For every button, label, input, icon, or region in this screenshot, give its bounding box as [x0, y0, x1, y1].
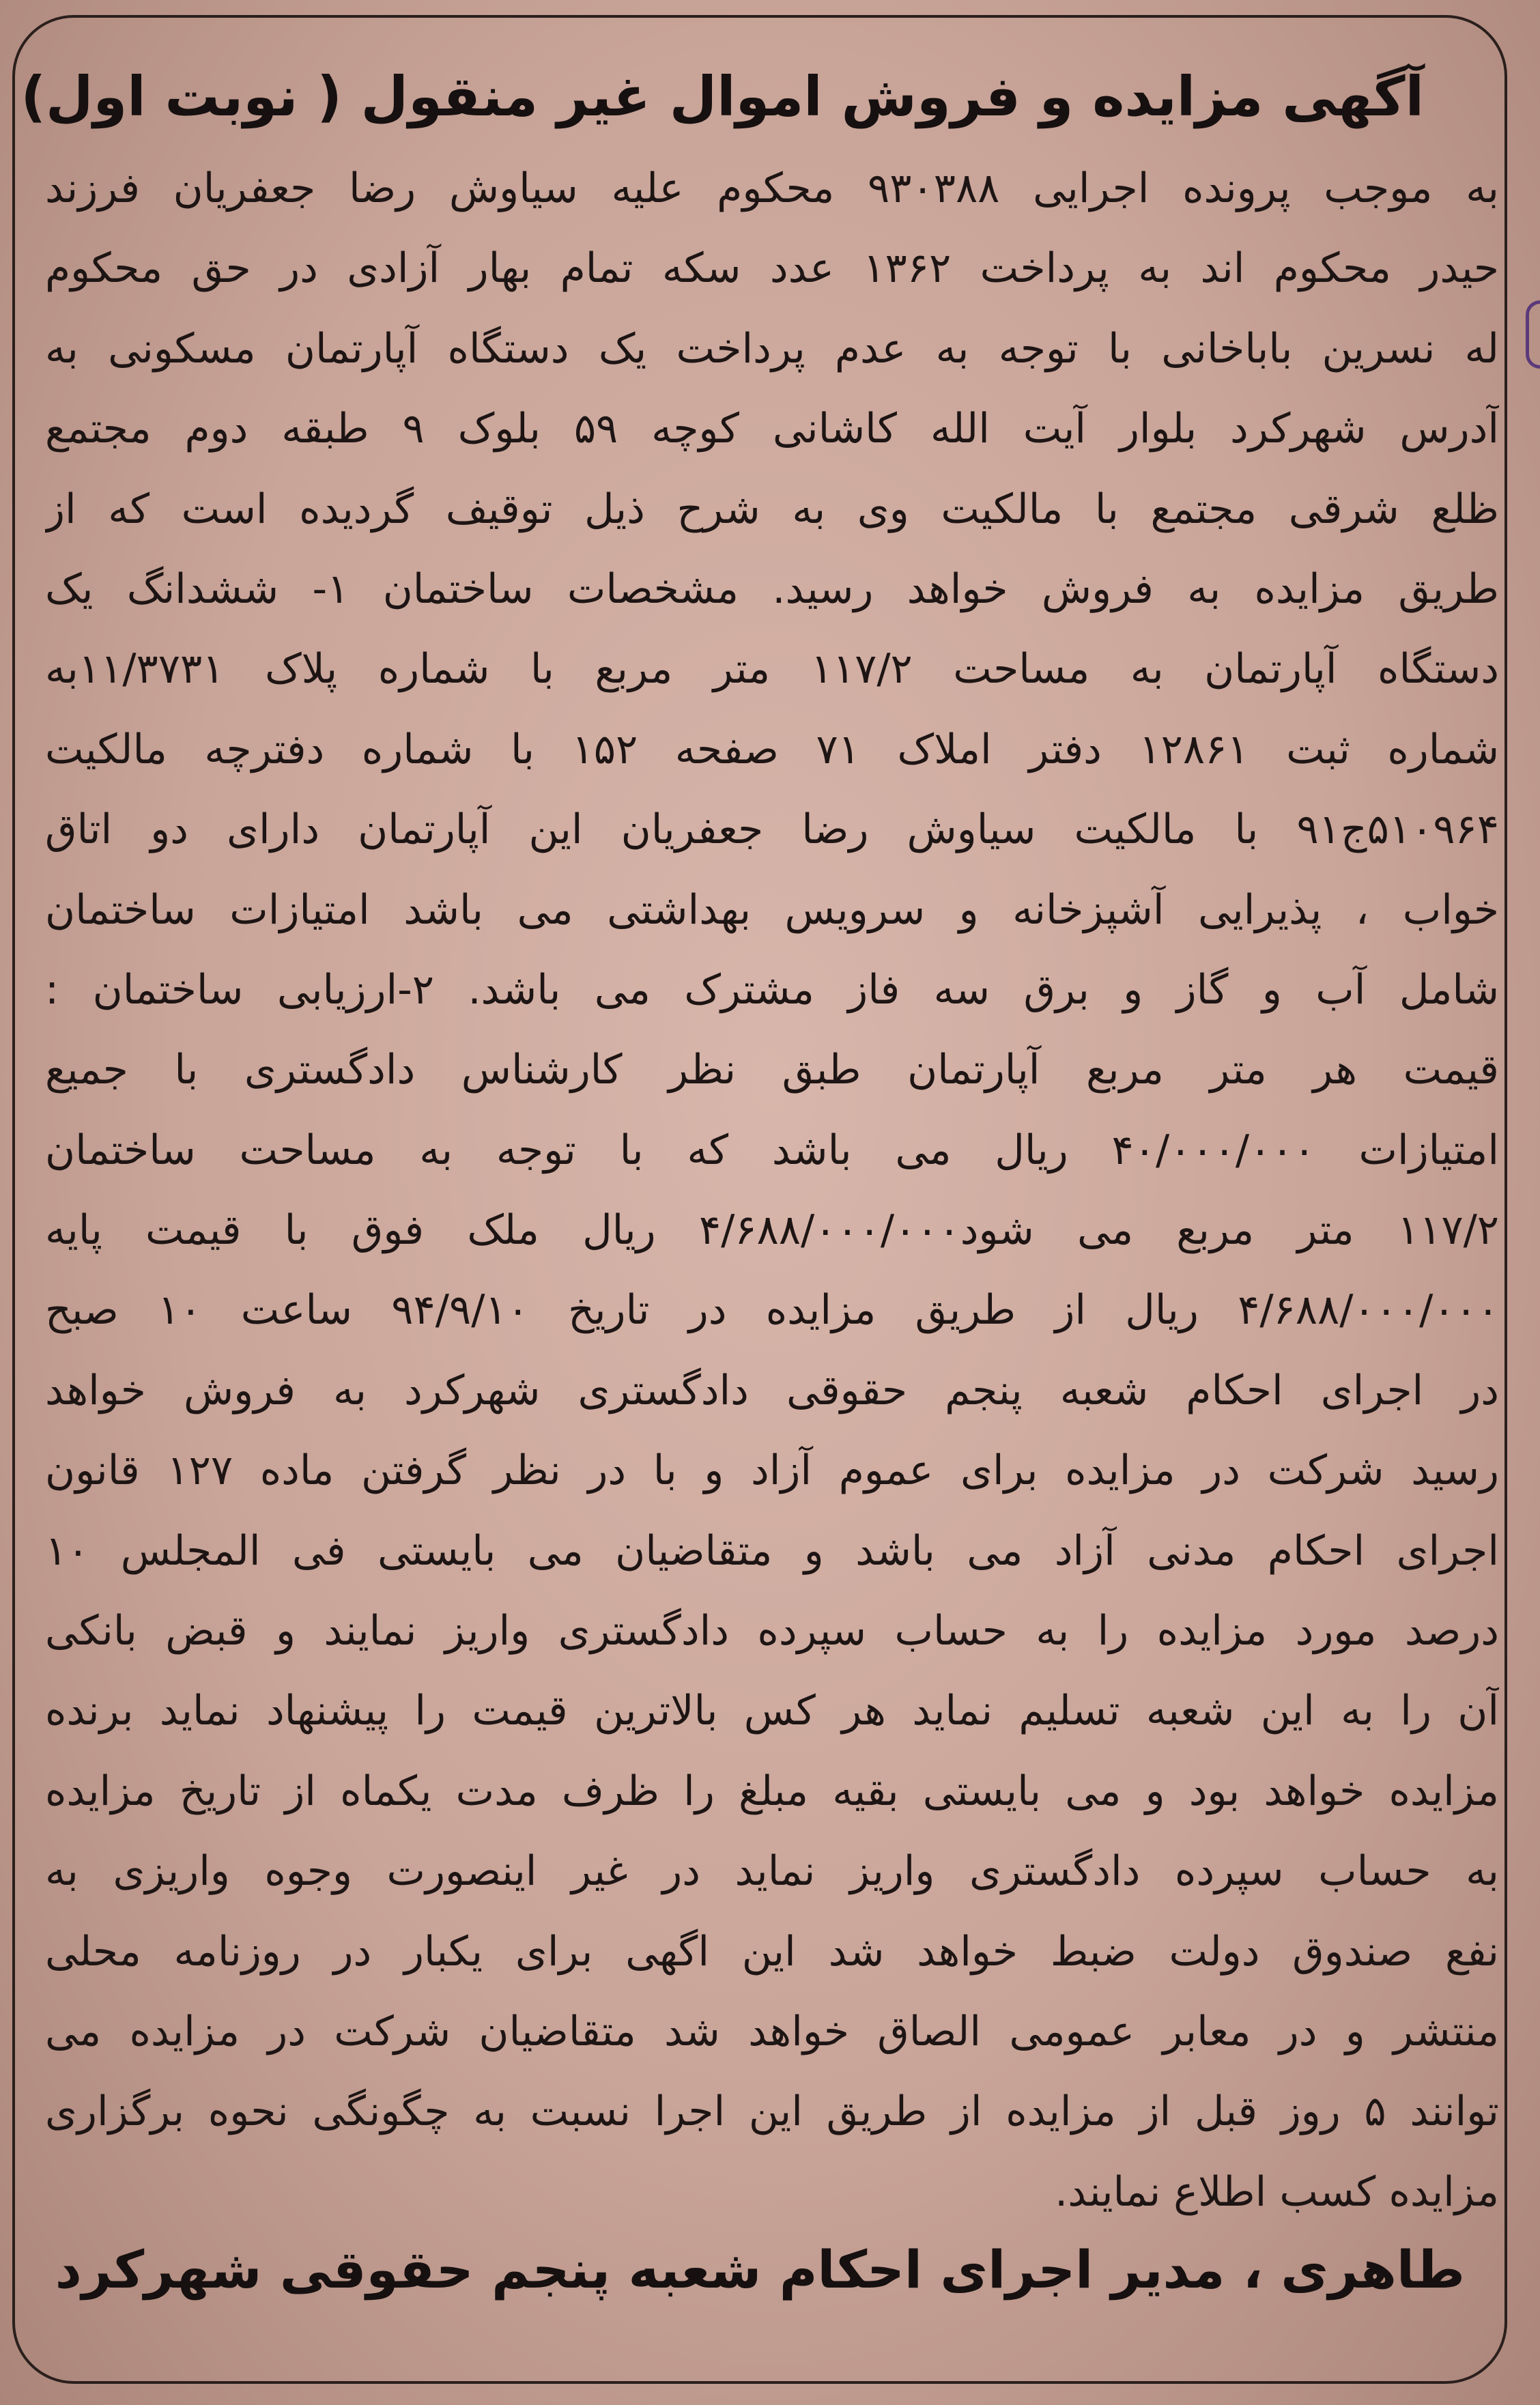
notice-line: درصد مورد مزایده را به حساب سپرده دادگستری واریز نمایند و قبض بانکی	[45, 1607, 1499, 1655]
notice-body	[45, 149, 1499, 2216]
notice-title: آگهی مزایده و فروش اموال غیر منقول ( نوبت اول)	[20, 65, 1424, 128]
notice-line: منتشر و در معابر عمومی الصاق خواهد شد متقاضیان شرکت در مزایده می	[45, 2007, 1499, 2055]
edge-mark-decoration	[1526, 300, 1540, 369]
notice-line: در اجرای احکام شعبه پنجم حقوقی دادگستری شهرکرد به فروش خواهد	[45, 1366, 1499, 1414]
notice-line: توانند ۵ روز قبل از مزایده از طریق این اجرا نسبت به چگونگی نحوه برگزاری	[45, 2088, 1499, 2136]
notice-line: ۱۱۷/۲ متر مربع می شود۴/۶۸۸/۰۰۰/۰۰۰ ریال ملک فوق با قیمت پایه	[45, 1206, 1499, 1255]
notice-line: ظلع شرقی مجتمع با مالکیت وی به شرح ذیل توقیف گردیده است که از	[45, 485, 1499, 533]
notice-signature: طاهری ، مدیر اجرای احکام شعبه پنجم حقوقی شهرکرد	[55, 2239, 1465, 2300]
notice-line: آدرس شهرکرد بلوار آیت الله کاشانی کوچه ۵۹ بلوک ۹ طبقه دوم مجتمع	[45, 405, 1499, 453]
notice-line: ۴/۶۸۸/۰۰۰/۰۰۰ ریال از طریق مزایده در تاریخ ۹۴/۹/۱۰ ساعت ۱۰ صبح	[45, 1286, 1499, 1335]
notice-line: خواب ، پذیرایی آشپزخانه و سرویس بهداشتی می باشد امتیازات ساختمان	[45, 885, 1499, 934]
notice-line: اجرای احکام مدنی آزاد می باشد و متقاضیان می بایستی فی المجلس ۱۰	[45, 1526, 1499, 1575]
notice-line: شماره ثبت ۱۲۸۶۱ دفتر املاک ۷۱ صفحه ۱۵۲ با شماره دفترچه مالکیت	[45, 725, 1499, 773]
notice-line: رسید شرکت در مزایده برای عموم آزاد و با در نظر گرفتن ماده ۱۲۷ قانون	[45, 1447, 1499, 1495]
notice-line: طریق مزایده به فروش خواهد رسید. مشخصات ساختمان ۱- ششدانگ یک	[45, 565, 1499, 613]
notice-line: له نسرین باباخانی با توجه به عدم پرداخت یک دستگاه آپارتمان مسکونی به	[45, 324, 1499, 373]
notice-line: حیدر محکوم اند به پرداخت ۱۳۶۲ عدد سکه تمام بهار آزادی در حق محکوم	[45, 244, 1499, 293]
notice-line: مزایده کسب اطلاع نمایند.	[1055, 2167, 1499, 2216]
notice-line: دستگاه آپارتمان به مساحت ۱۱۷/۲ متر مربع با شماره پلاک ۱۱/۳۷۳۱به	[45, 645, 1499, 694]
notice-line: امتیازات ۴۰/۰۰۰/۰۰۰ ریال می باشد که با توجه به مساحت ساختمان	[45, 1126, 1499, 1174]
notice-line: مزایده خواهد بود و می بایستی بقیه مبلغ را ظرف مدت یکماه از تاریخ مزایده	[45, 1767, 1499, 1815]
notice-line: به موجب پرونده اجرایی ۹۳۰۳۸۸ محکوم علیه سیاوش رضا جعفریان فرزند	[45, 165, 1499, 212]
notice-line: شامل آب و گاز و برق سه فاز مشترک می باشد. ۲-ارزیابی ساختمان :	[45, 965, 1499, 1014]
notice-line: به حساب سپرده دادگستری واریز نماید در غیر اینصورت وجوه واریزی به	[45, 1847, 1499, 1896]
notice-line: قیمت هر متر مربع آپارتمان طبق نظر کارشناس دادگستری با جمیع	[45, 1046, 1499, 1094]
notice-line: نفع صندوق دولت ضبط خواهد شد این اگهی برای یکبار در روزنامه محلی	[45, 1927, 1499, 1976]
notice-line: آن را به این شعبه تسلیم نماید هر کس بالاترین قیمت را پیشنهاد نماید برنده	[45, 1687, 1499, 1735]
notice-line: ۵۱۰۹۶۴ج۹۱ با مالکیت سیاوش رضا جعفریان این آپارتمان دارای دو اتاق	[45, 806, 1499, 854]
